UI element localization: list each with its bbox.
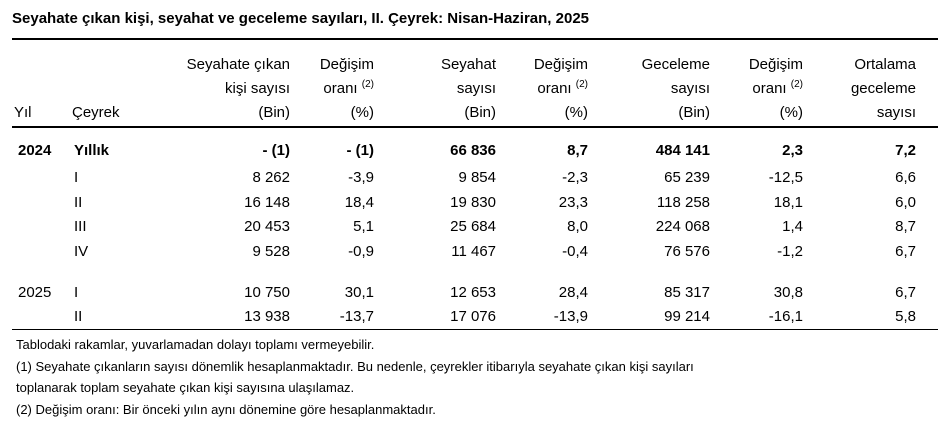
cell-c6: -12,5 (768, 169, 803, 186)
cell-c3: 19 830 (450, 194, 496, 211)
header-text: sayısı (670, 80, 710, 97)
header-text: (%) (350, 104, 374, 121)
cell-c6: -16,1 (768, 308, 803, 325)
header-col6-line1 (749, 55, 803, 75)
cell-c5: 65 239 (664, 169, 710, 186)
cell-c7: 6,6 (895, 169, 916, 186)
note-line: toplanarak toplam seyahate çıkan kişi sayısına ulaşılamaz. (16, 380, 355, 395)
cell-c1: 9 528 (252, 243, 290, 260)
header-col4-line3 (565, 103, 588, 123)
header-text: (Bin) (678, 104, 710, 121)
header-col1-line3 (258, 103, 290, 123)
cell-c3: 11 467 (451, 243, 496, 260)
header-col7-line2 (851, 79, 916, 99)
header-ceyrek: Çeyrek (72, 104, 120, 121)
cell-c6: 18,1 (773, 194, 803, 211)
header-text: (%) (564, 104, 588, 121)
header-text: kişi sayısı (224, 80, 290, 97)
header-col5-line1 (642, 55, 710, 75)
cell-c2: -0,9 (348, 243, 374, 260)
header-col4-line2 (537, 79, 588, 99)
row-year: 2025 (18, 284, 52, 301)
footnote-marker: (2) (575, 79, 588, 90)
header-col2-line2 (323, 79, 374, 99)
cell-c7: 5,8 (895, 308, 916, 325)
row-quarter: I (74, 284, 79, 301)
footnote-marker: (2) (361, 79, 374, 90)
note-line: Tablodaki rakamlar, yuvarlamadan dolayı toplamı vermeyebilir. (16, 337, 375, 352)
header-text: Seyahat (440, 56, 496, 73)
footer-rule (12, 329, 938, 330)
header-text: sayısı (876, 104, 916, 121)
cell-c1: 10 750 (244, 284, 290, 301)
cell-c4: -2,3 (562, 169, 588, 186)
header-text: sayısı (456, 80, 496, 97)
row-quarter: II (74, 308, 83, 325)
header-text: (%) (779, 104, 803, 121)
cell-c2: 30,1 (344, 284, 374, 301)
header-col3-line2 (457, 79, 496, 99)
cell-c2: 18,4 (344, 194, 374, 211)
cell-c7: 8,7 (895, 218, 916, 235)
header-col7-line3 (877, 103, 916, 123)
cell-c6: -1,2 (777, 243, 803, 260)
row-quarter: Yıllık (74, 142, 110, 159)
header-col1-line1 (187, 55, 290, 75)
header-text: oranı (537, 80, 572, 97)
cell-c4: 8,0 (567, 218, 588, 235)
note-line: (1) Seyahate çıkanların sayısı dönemlik hesaplanmaktadır. Bu nedenle, çeyrekler itibarıyla seyahate çıkan kişi sayıları (16, 359, 694, 374)
header-rule (12, 126, 938, 128)
header-col5-line2 (671, 79, 710, 99)
header-col6-line2 (752, 79, 803, 99)
cell-c5: 85 317 (664, 284, 710, 301)
row-quarter: IV (74, 243, 89, 260)
note-line: (2) Değişim oranı: Bir önceki yılın aynı dönemine göre hesaplanmaktadır. (16, 402, 436, 417)
header-text: geceleme (850, 80, 916, 97)
header-text: oranı (752, 80, 787, 97)
cell-c4: -0,4 (562, 243, 588, 260)
row-quarter: I (74, 169, 79, 186)
cell-c4: 23,3 (558, 194, 588, 211)
header-text: Seyahate çıkan (186, 56, 290, 73)
cell-c5: 484 141 (655, 142, 710, 159)
cell-c3: 12 653 (450, 284, 496, 301)
cell-c1: - (1) (262, 142, 290, 159)
top-rule (12, 38, 938, 40)
cell-c2: -3,9 (348, 169, 374, 186)
header-col3-line3 (464, 103, 496, 123)
cell-c1: 8 262 (252, 169, 290, 186)
header-text: Ortalama (854, 56, 916, 73)
cell-c5: 118 258 (656, 194, 710, 211)
header-text: oranı (323, 80, 358, 97)
cell-c5: 99 214 (664, 308, 710, 325)
header-text: Değişim (748, 56, 803, 73)
cell-c4: 8,7 (567, 142, 588, 159)
cell-c2: -13,7 (339, 308, 374, 325)
cell-c7: 6,7 (895, 284, 916, 301)
header-col7-line1 (854, 55, 916, 75)
cell-c3: 17 076 (450, 308, 496, 325)
header-col1-line2 (225, 79, 290, 99)
cell-c2: - (1) (346, 142, 374, 159)
cell-c3: 9 854 (458, 169, 496, 186)
header-col2-line3 (351, 103, 374, 123)
header-col2-line1 (320, 55, 374, 75)
cell-c7: 7,2 (895, 142, 916, 159)
header-text: Değişim (533, 56, 588, 73)
header-text: (Bin) (464, 104, 496, 121)
cell-c4: -13,9 (553, 308, 588, 325)
header-col3-line1 (441, 55, 496, 75)
header-text: Değişim (319, 56, 374, 73)
cell-c7: 6,7 (895, 243, 916, 260)
cell-c3: 25 684 (450, 218, 496, 235)
footnote-marker: (2) (790, 79, 803, 90)
cell-c6: 30,8 (773, 284, 803, 301)
cell-c1: 16 148 (244, 194, 290, 211)
header-text: Geceleme (641, 56, 710, 73)
cell-c1: 20 453 (244, 218, 290, 235)
header-col6-line3 (780, 103, 803, 123)
row-year: 2024 (18, 142, 52, 159)
cell-c4: 28,4 (558, 284, 588, 301)
cell-c2: 5,1 (353, 218, 374, 235)
cell-c5: 76 576 (664, 243, 710, 260)
table-title: Seyahate çıkan kişi, seyahat ve geceleme sayıları, II. Çeyrek: Nisan-Haziran, 2025 (12, 10, 590, 27)
header-col4-line1 (534, 55, 588, 75)
cell-c1: 13 938 (244, 308, 290, 325)
cell-c6: 2,3 (782, 142, 803, 159)
row-quarter: III (74, 218, 87, 235)
header-text: (Bin) (258, 104, 290, 121)
header-col5-line3 (678, 103, 710, 123)
cell-c5: 224 068 (655, 218, 710, 235)
cell-c7: 6,0 (895, 194, 916, 211)
header-yil: Yıl (14, 104, 32, 121)
row-quarter: II (74, 194, 83, 211)
cell-c6: 1,4 (782, 218, 803, 235)
cell-c3: 66 836 (450, 142, 496, 159)
